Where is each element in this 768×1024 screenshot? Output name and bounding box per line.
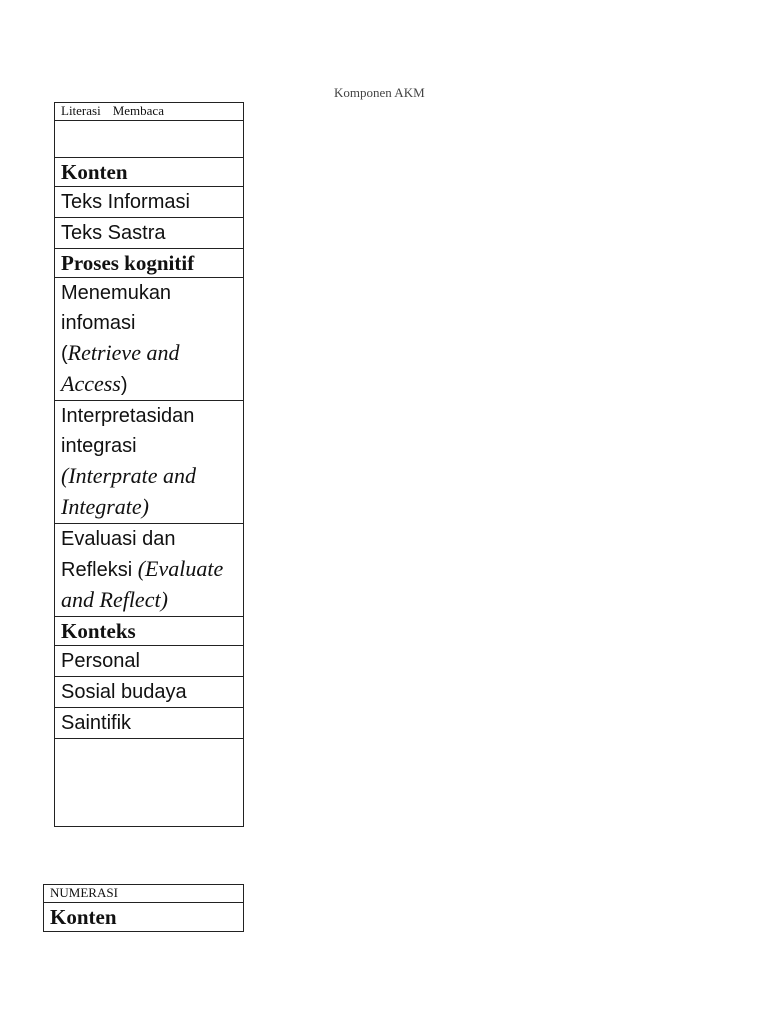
header-membaca: Membaca xyxy=(112,103,164,118)
page-title: Komponen AKM xyxy=(334,85,425,100)
table-row xyxy=(55,278,244,401)
table-row xyxy=(55,401,244,524)
proses-english-label: (Evaluate and Reflect) xyxy=(61,556,224,612)
table-row xyxy=(55,646,244,677)
proses-label: Interpretasidan integrasi xyxy=(61,405,195,457)
proses-english-label: Retrieve and Access xyxy=(61,340,180,396)
konteks-item-sosial-budaya: Sosial budaya xyxy=(55,677,244,708)
section-heading-row xyxy=(44,903,244,932)
konteks-item-saintifik: Saintifik xyxy=(55,708,244,739)
section-heading-row xyxy=(55,158,244,187)
literasi-membaca-table xyxy=(54,102,244,827)
proses-item-interpretasi xyxy=(55,401,244,524)
konten-item-teks-sastra: Teks Sastra xyxy=(55,218,244,249)
proses-item-menemukan xyxy=(55,278,244,401)
proses-kognitif-heading: Proses kognitif xyxy=(55,249,244,278)
proses-label: Evaluasi dan Refleksi xyxy=(61,528,176,581)
paren-open: ( xyxy=(61,343,68,365)
table-header-row xyxy=(55,103,244,121)
paren-close: ) xyxy=(120,374,128,396)
table-row xyxy=(55,708,244,739)
empty-cell xyxy=(55,121,244,158)
konteks-item-personal: Personal xyxy=(55,646,244,677)
table-header-cell xyxy=(55,103,244,121)
section-heading-row xyxy=(55,617,244,646)
empty-row xyxy=(55,121,244,158)
empty-cell xyxy=(55,739,244,827)
numerasi-table xyxy=(43,884,244,932)
table-row xyxy=(55,677,244,708)
konteks-heading: Konteks xyxy=(55,617,244,646)
section-heading-row xyxy=(55,249,244,278)
proses-label: Menemukan infomasi xyxy=(61,282,172,334)
header-literasi: Literasi xyxy=(61,103,101,118)
empty-row xyxy=(55,739,244,827)
proses-item-evaluasi xyxy=(55,524,244,617)
numerasi-konten-heading: Konten xyxy=(44,903,244,932)
table-row xyxy=(55,218,244,249)
proses-english-label: (Interprate and Integrate) xyxy=(61,463,197,519)
numerasi-header: NUMERASI xyxy=(44,885,244,903)
table-row xyxy=(55,524,244,617)
table-row xyxy=(55,187,244,218)
table-header-row xyxy=(44,885,244,903)
konten-heading: Konten xyxy=(55,158,244,187)
konten-item-teks-informasi: Teks Informasi xyxy=(55,187,244,218)
